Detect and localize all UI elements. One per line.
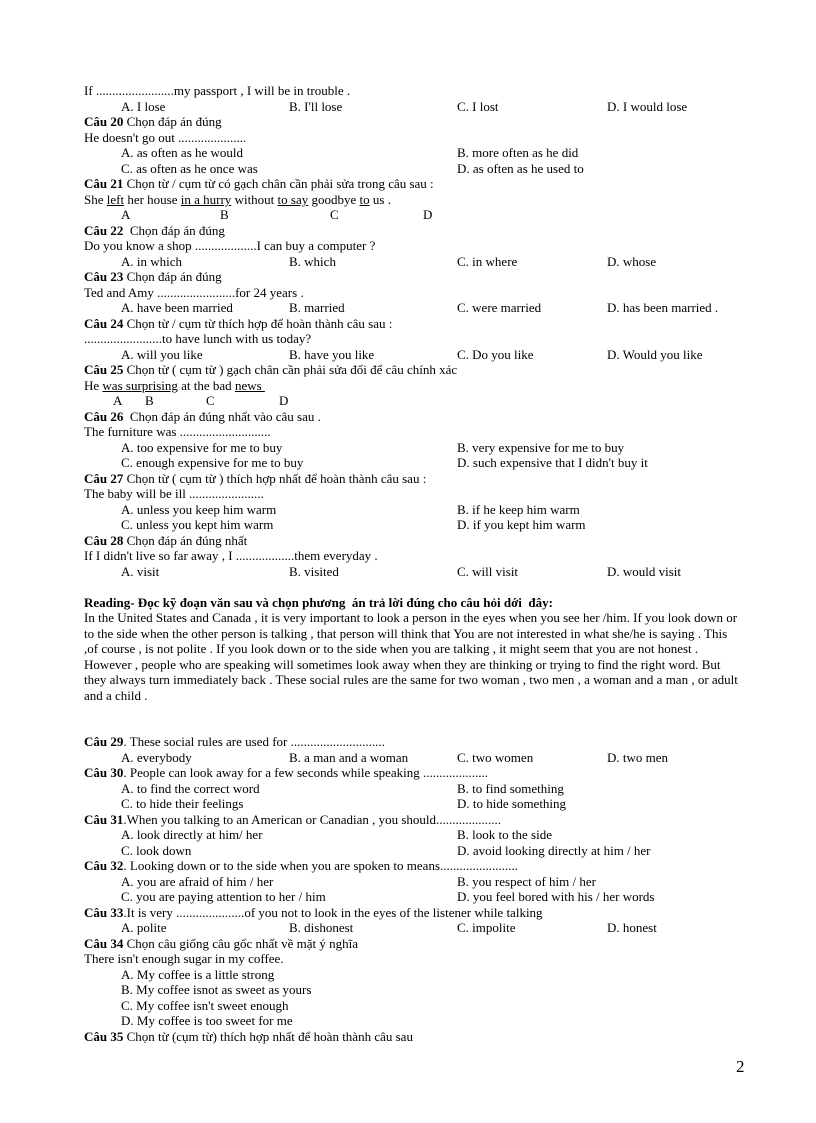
question-stem: The furniture was ............................ xyxy=(84,424,271,439)
question-stem: He doesn't go out ..................... xyxy=(84,130,247,145)
question-number: Câu 31 xyxy=(84,812,124,827)
option-b: B. My coffee isnot as sweet as yours xyxy=(121,982,312,997)
question-number: Câu 34 xyxy=(84,936,124,951)
question-number: Câu 24 xyxy=(84,316,124,331)
option-d: D. as often as he used to xyxy=(457,161,584,176)
option-c: C. unless you kept him warm xyxy=(121,517,274,532)
question-21-header xyxy=(84,176,434,191)
question-35-header xyxy=(84,1029,413,1044)
option-a: A. My coffee is a little strong xyxy=(121,967,275,982)
question-33-header xyxy=(84,905,543,920)
underlined-segment: to xyxy=(359,192,370,207)
label-c: C xyxy=(330,207,339,222)
option-d: D. whose xyxy=(607,254,657,269)
question-instruction: Chọn từ / cụm từ có gạch chân cần phải sửa trong câu sau : xyxy=(123,176,434,191)
question-instruction: Chọn đáp án đúng xyxy=(123,223,225,238)
page-number: 2 xyxy=(736,1057,745,1076)
text-segment: He xyxy=(84,378,103,393)
text-segment: us . xyxy=(369,192,391,207)
option-b: B. if he keep him warm xyxy=(457,502,580,517)
option-d: D. I would lose xyxy=(607,99,688,114)
text-segment: She xyxy=(84,192,107,207)
option-c: C. to hide their feelings xyxy=(121,796,244,811)
question-stem: .When you talking to an American or Canadian , you should.................... xyxy=(123,812,502,827)
option-c: C. impolite xyxy=(457,920,516,935)
option-a: A. as often as he would xyxy=(121,145,244,160)
reading-heading: Reading- Đọc kỹ đoạn văn sau và chọn phương án trả lời đúng cho câu hỏi dới đây: xyxy=(84,595,553,610)
label-d: D xyxy=(279,393,289,408)
option-c: C. two women xyxy=(457,750,534,765)
text-segment: without xyxy=(231,192,278,207)
option-d: D. My coffee is too sweet for me xyxy=(121,1013,293,1028)
option-c: C. were married xyxy=(457,300,542,315)
question-number: Câu 28 xyxy=(84,533,124,548)
question-28-header xyxy=(84,533,247,548)
label-b: B xyxy=(220,207,229,222)
option-a: A. look directly at him/ her xyxy=(121,827,263,842)
option-c: C. in where xyxy=(457,254,518,269)
option-a: A. I lose xyxy=(121,99,166,114)
question-24-header xyxy=(84,316,392,331)
option-a: A. visit xyxy=(121,564,160,579)
question-instruction: Chọn từ / cụm từ thích hợp để hoàn thành câu sau : xyxy=(123,316,393,331)
option-d: D. would visit xyxy=(607,564,682,579)
option-c: C. My coffee isn't sweet enough xyxy=(121,998,289,1013)
option-c: C. look down xyxy=(121,843,192,858)
label-c: C xyxy=(206,393,215,408)
option-d: D. honest xyxy=(607,920,657,935)
option-d: D. Would you like xyxy=(607,347,703,362)
question-stem: There isn't enough sugar in my coffee. xyxy=(84,951,284,966)
underlined-segment: to say xyxy=(277,192,309,207)
question-29-header xyxy=(84,734,385,749)
option-a: A. to find the correct word xyxy=(121,781,260,796)
question-stem xyxy=(84,378,265,393)
label-d: D xyxy=(423,207,433,222)
question-number: Câu 30 xyxy=(84,765,124,780)
question-instruction: Chọn đáp án đúng nhất vào câu sau . xyxy=(123,409,321,424)
option-c: C. enough expensive for me to buy xyxy=(121,455,304,470)
underlined-segment: in a hurry xyxy=(180,192,232,207)
question-number: Câu 29 xyxy=(84,734,124,749)
option-a: A. have been married xyxy=(121,300,233,315)
underlined-segment: news xyxy=(234,378,265,393)
label-b: B xyxy=(145,393,154,408)
option-a: A. will you like xyxy=(121,347,203,362)
option-a: A. everybody xyxy=(121,750,192,765)
option-a: A. polite xyxy=(121,920,167,935)
question-instruction: Chọn từ ( cụm từ ) gạch chân cần phải sửa đổi để câu chính xác xyxy=(123,362,458,377)
option-b: B. more often as he did xyxy=(457,145,579,160)
option-b: B. to find something xyxy=(457,781,564,796)
question-stem: If ........................my passport , I will be in trouble . xyxy=(84,83,351,98)
option-c: C. as often as he once was xyxy=(121,161,258,176)
underlined-segment: was surprising xyxy=(102,378,178,393)
option-b: B. married xyxy=(289,300,345,315)
underlined-segment: left xyxy=(106,192,125,207)
option-d: D. if you kept him warm xyxy=(457,517,586,532)
option-a: A. you are afraid of him / her xyxy=(121,874,274,889)
question-22-header xyxy=(84,223,225,238)
question-stem: The baby will be ill ....................... xyxy=(84,486,264,501)
question-25-header xyxy=(84,362,457,377)
question-instruction: Chọn từ ( cụm từ ) thích hợp nhất để hoàn thành câu sau : xyxy=(123,471,427,486)
question-number: Câu 23 xyxy=(84,269,124,284)
option-b: B. dishonest xyxy=(289,920,354,935)
question-number: Câu 25 xyxy=(84,362,124,377)
question-31-header xyxy=(84,812,501,827)
question-stem: Ted and Amy ........................for 24 years . xyxy=(84,285,304,300)
option-b: B. very expensive for me to buy xyxy=(457,440,625,455)
question-23-header xyxy=(84,269,222,284)
question-number: Câu 20 xyxy=(84,114,124,129)
question-number: Câu 21 xyxy=(84,176,124,191)
option-b: B. a man and a woman xyxy=(289,750,409,765)
question-stem: . People can look away for a few seconds while speaking .................... xyxy=(123,765,489,780)
option-d: D. has been married . xyxy=(607,300,719,315)
question-stem: If I didn't live so far away , I ..................them everyday . xyxy=(84,548,378,563)
question-stem xyxy=(84,192,391,207)
text-segment: goodbye xyxy=(308,192,360,207)
question-instruction: Chọn từ (cụm từ) thích hợp nhất để hoàn thành câu sau xyxy=(123,1029,413,1044)
option-a: A. too expensive for me to buy xyxy=(121,440,283,455)
question-number: Câu 32 xyxy=(84,858,124,873)
option-c: C. you are paying attention to her / him xyxy=(121,889,326,904)
option-b: B. visited xyxy=(289,564,339,579)
option-b: B. I'll lose xyxy=(289,99,343,114)
label-a: A xyxy=(113,393,123,408)
question-26-header xyxy=(84,409,321,424)
question-34-header xyxy=(84,936,358,951)
option-d: D. you feel bored with his / her words xyxy=(457,889,655,904)
question-stem: . Looking down or to the side when you are spoken to means........................ xyxy=(123,858,519,873)
question-30-header xyxy=(84,765,488,780)
text-segment: at the bad xyxy=(177,378,235,393)
question-number: Câu 22 xyxy=(84,223,124,238)
option-b: B. have you like xyxy=(289,347,375,362)
question-20-header xyxy=(84,114,222,129)
option-d: D. avoid looking directly at him / her xyxy=(457,843,651,858)
option-d: D. such expensive that I didn't buy it xyxy=(457,455,648,470)
question-number: Câu 27 xyxy=(84,471,124,486)
label-a: A xyxy=(121,207,131,222)
question-instruction: Chọn đáp án đúng nhất xyxy=(123,533,248,548)
question-stem: ........................to have lunch with us today? xyxy=(84,331,312,346)
option-a: A. unless you keep him warm xyxy=(121,502,277,517)
option-a: A. in which xyxy=(121,254,183,269)
question-stem: .It is very .....................of you not to look in the eyes of the listener while talking xyxy=(123,905,543,920)
question-instruction: Chọn đáp án đúng xyxy=(123,269,222,284)
question-number: Câu 35 xyxy=(84,1029,124,1044)
option-c: C. Do you like xyxy=(457,347,534,362)
question-instruction: Chọn đáp án đúng xyxy=(123,114,222,129)
question-stem: . These social rules are used for ............................. xyxy=(123,734,385,749)
option-d: D. to hide something xyxy=(457,796,567,811)
question-number: Câu 33 xyxy=(84,905,124,920)
question-32-header xyxy=(84,858,518,873)
reading-passage: In the United States and Canada , it is very important to look a person in the eyes when you see her /him. If you look down or to the side when the other person is talking , that person will think that You are not interested in what she/he is saying . This ,of course , is not polite . If you look down or to the side when you are talking , it might seem that you are not honest . However , people who are speaking will sometimes look away when they are thinking or trying to find the right word. But they always turn immediately back . These social rules are the same for two woman , two men , a woman and a man , or adult and a child . xyxy=(84,610,738,703)
question-instruction: Chọn câu giống câu gốc nhất về mặt ý nghĩa xyxy=(123,936,359,951)
option-c: C. will visit xyxy=(457,564,519,579)
option-b: B. which xyxy=(289,254,336,269)
option-d: D. two men xyxy=(607,750,669,765)
question-27-header xyxy=(84,471,426,486)
option-b: B. look to the side xyxy=(457,827,552,842)
text-segment: her house xyxy=(124,192,181,207)
option-b: B. you respect of him / her xyxy=(457,874,596,889)
question-stem: Do you know a shop ...................I can buy a computer ? xyxy=(84,238,376,253)
question-number: Câu 26 xyxy=(84,409,124,424)
option-c: C. I lost xyxy=(457,99,499,114)
